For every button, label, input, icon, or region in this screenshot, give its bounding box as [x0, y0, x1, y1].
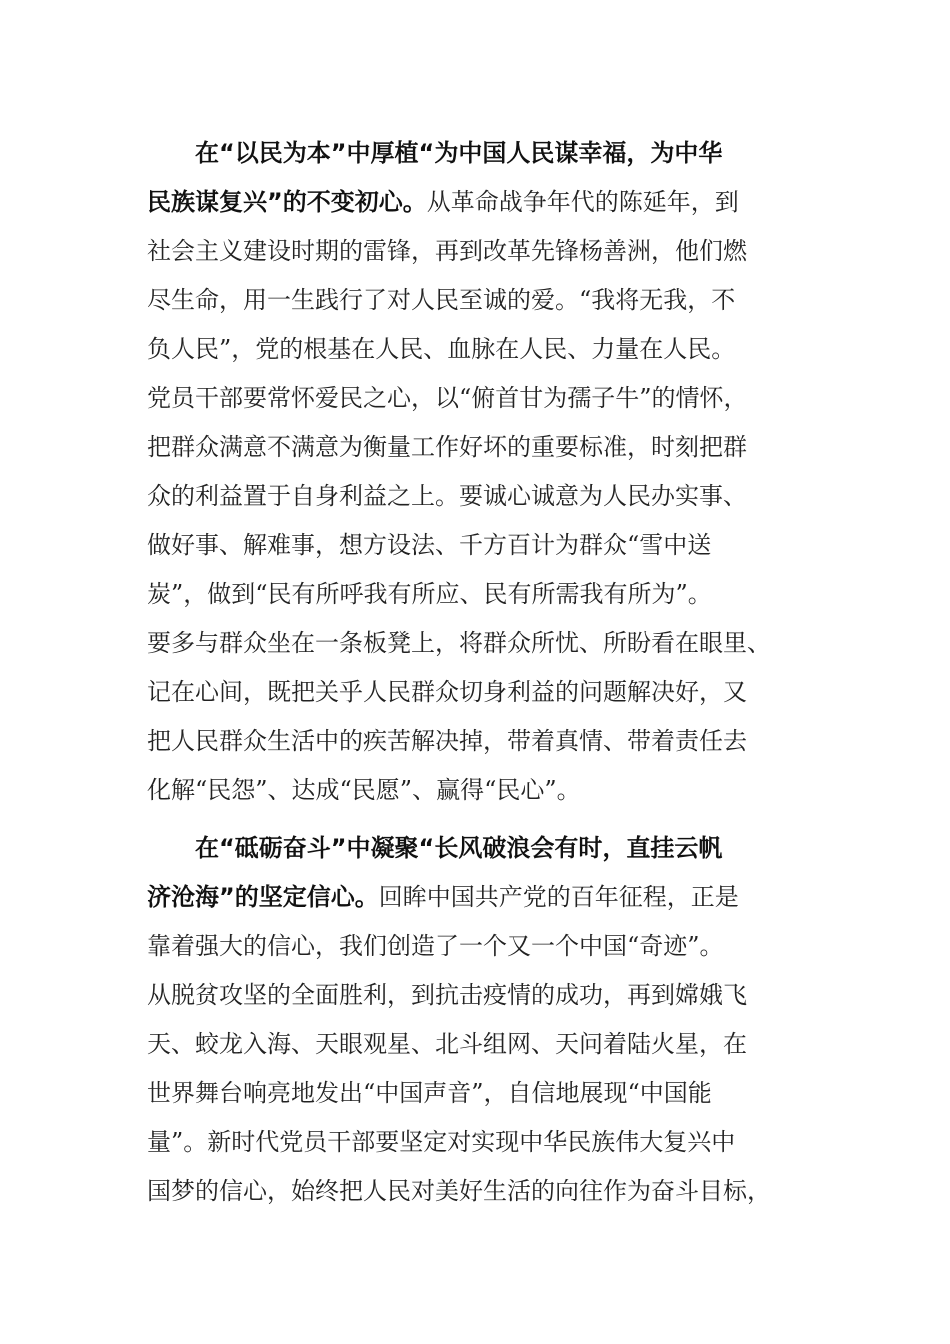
body-text: 从革命战争年代的陈延年，到: [426, 188, 739, 216]
paragraph-1-line-14: 化解“民怨”、达成“民愿”、赢得“民心”。: [147, 776, 581, 804]
paragraph-1-line-11: 要多与群众坐在一条板凳上，将群众所忧、所盼看在眼里、: [147, 629, 771, 657]
paragraph-2-line-5: 天、蛟龙入海、天眼观星、北斗组网、天问着陆火星，在: [147, 1030, 747, 1058]
paragraph-1-line-9: 做好事、解难事，想方设法、千方百计为群众“雪中送: [147, 531, 712, 559]
paragraph-1-line-10: 炭”，做到“民有所呼我有所应、民有所需我有所为”。: [147, 580, 712, 608]
paragraph-2-line-7: 量”。新时代党员干部要坚定对实现中华民族伟大复兴中: [147, 1128, 736, 1156]
paragraph-2-line-2: [147, 873, 807, 922]
paragraph-2-line-3: 靠着强大的信心，我们创造了一个又一个中国“奇迹”。: [147, 932, 724, 960]
paragraph-2-heading: 在“砥砺奋斗”中凝聚“长风破浪会有时，直挂云帆: [195, 834, 723, 862]
body-text: 回眸中国共产党的百年征程，正是: [378, 883, 739, 911]
paragraph-2-line-6: 世界舞台响亮地发出“中国声音”，自信地展现“中国能: [147, 1079, 712, 1107]
paragraph-2-heading-end: 济沧海”的坚定信心。: [147, 883, 379, 911]
paragraph-1-line-3: 社会主义建设时期的雷锋，再到改革先锋杨善洲，他们燃: [147, 237, 747, 265]
paragraph-1-heading: 在“以民为本”中厚植“为中国人民谋幸福，为中华: [195, 139, 723, 167]
paragraph-1-line-2: [147, 178, 807, 227]
paragraph-1-line-13: 把人民群众生活中的疾苦解决掉，带着真情、带着责任去: [147, 727, 747, 755]
paragraph-1-line-7: 把群众满意不满意为衡量工作好坏的重要标准，时刻把群: [147, 433, 747, 461]
paragraph-2-line-4: 从脱贫攻坚的全面胜利，到抗击疫情的成功，再到嫦娥飞: [147, 981, 747, 1009]
paragraph-1-line-1: [195, 129, 807, 178]
paragraph-1-line-8: 众的利益置于自身利益之上。要诚心诚意为人民办实事、: [147, 482, 747, 510]
paragraph-1-line-6: 党员干部要常怀爱民之心，以“俯首甘为孺子牛”的情怀，: [147, 384, 748, 412]
paragraph-1-line-4: 尽生命，用一生践行了对人民至诚的爱。“我将无我，不: [147, 286, 736, 314]
paragraph-2-line-1: [195, 824, 807, 873]
paragraph-1-line-12: 记在心间，既把关乎人民群众切身利益的问题解决好，又: [147, 678, 747, 706]
paragraph-1-line-5: 负人民”，党的根基在人民、血脉在人民、力量在人民。: [147, 335, 736, 363]
paragraph-2-line-8: 国梦的信心，始终把人民对美好生活的向往作为奋斗目标，: [147, 1177, 771, 1205]
paragraph-1-heading-end: 民族谋复兴”的不变初心。: [147, 188, 427, 216]
